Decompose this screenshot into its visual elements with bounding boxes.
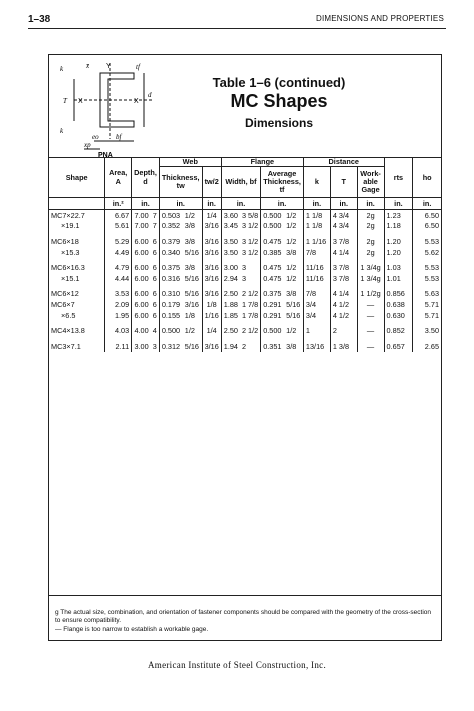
cell-area: 4.03	[105, 325, 132, 336]
cell-tw1: 0.340	[159, 247, 182, 258]
cell-bf2: 2 1/2	[241, 289, 259, 299]
xp-label: xp	[84, 141, 91, 149]
cell-tw1: 0.310	[159, 289, 182, 300]
unit-cell: in.²	[105, 198, 132, 210]
cell-shape: MC6×18	[51, 237, 79, 246]
k-label: k	[60, 65, 64, 73]
cell-tw_half: 3/16	[202, 221, 221, 232]
cell-ho: 5.71	[413, 310, 441, 321]
col-flange-thickness: Average Thickness, tf	[261, 167, 304, 198]
cell-bf2: 1 7/8	[241, 299, 259, 309]
cell-tf2: 1/2	[286, 263, 297, 273]
cell-area: 1.95	[105, 310, 132, 321]
cell-shape: ×15.3	[61, 247, 80, 257]
cell-T: 4 3/4	[330, 221, 357, 232]
cell-tw2: 3/8	[184, 263, 195, 273]
cell-tw_half: 3/16	[202, 236, 221, 247]
unit-cell: in.	[303, 198, 330, 210]
cell-d2: 6	[152, 247, 157, 257]
cell-shape: MC4×13.8	[51, 326, 85, 336]
cell-d2: 6	[152, 299, 157, 309]
cell-shape: MC3×7.1	[51, 341, 81, 351]
table-row	[49, 247, 441, 258]
cell-rts: 1.23	[384, 210, 413, 221]
unit-cell: in.	[413, 198, 441, 210]
cell-tf1: 0.385	[261, 247, 284, 258]
col-web-thickness: Thickness, tw	[159, 167, 202, 198]
cell-k: 1	[303, 325, 330, 336]
cell-tf2: 3/8	[286, 289, 297, 299]
cell-gage: 1 3/4g	[357, 273, 384, 284]
cell-rts: 0.657	[384, 341, 413, 352]
cell-tw2: 5/16	[184, 273, 199, 283]
channel-section-diagram	[54, 59, 174, 159]
cell-tf2: 5/16	[286, 299, 301, 309]
cell-area: 5.61	[105, 221, 132, 232]
cell-ho: 5.63	[413, 289, 441, 300]
col-shape: Shape	[49, 158, 105, 198]
cell-tw2: 5/16	[184, 247, 199, 257]
table-row	[49, 236, 441, 247]
cell-bf1: 2.50	[221, 325, 240, 336]
mc-shapes-table	[49, 157, 441, 352]
cell-rts: 1.03	[384, 262, 413, 273]
unit-cell: in.	[330, 198, 357, 210]
cell-tw1: 0.375	[159, 262, 182, 273]
cell-bf1: 3.50	[221, 236, 240, 247]
cell-tf2: 1/2	[286, 273, 297, 283]
cell-k: 7/8	[303, 247, 330, 258]
cell-bf2: 2 1/2	[241, 326, 259, 336]
cell-bf1: 2.94	[221, 273, 240, 284]
col-flange-width: Width, bf	[221, 167, 260, 198]
cell-d1: 6.00	[132, 299, 151, 310]
tf-label: tf	[136, 63, 140, 71]
cell-shape: ×6.5	[61, 310, 76, 320]
cell-tw_half: 3/16	[202, 247, 221, 258]
col-area: Area, A	[105, 158, 132, 198]
cell-d2: 6	[152, 273, 157, 283]
cell-tw_half: 3/16	[202, 273, 221, 284]
cell-bf1: 3.50	[221, 247, 240, 258]
section-title: DIMENSIONS AND PROPERTIES	[316, 14, 444, 23]
cell-k: 3/4	[303, 299, 330, 310]
col-T: T	[330, 167, 357, 198]
cell-bf2: 3 1/2	[241, 247, 259, 257]
cell-T: 3 7/8	[330, 236, 357, 247]
unit-cell	[49, 198, 105, 210]
cell-tf1: 0.500	[261, 210, 284, 221]
x-axis-label-right: X	[134, 98, 139, 105]
cell-gage: 1 1/2g	[357, 289, 384, 300]
cell-bf2: 3	[241, 273, 247, 283]
eo-label: eo	[92, 133, 99, 141]
cell-k: 7/8	[303, 289, 330, 300]
header-rule	[28, 28, 446, 29]
cell-T: 3 7/8	[330, 262, 357, 273]
cell-bf1: 3.60	[221, 210, 240, 221]
cell-area: 3.53	[105, 289, 132, 300]
cell-tf2: 1/2	[286, 210, 297, 220]
cell-tf2: 3/8	[286, 247, 297, 257]
cell-d1: 6.00	[132, 262, 151, 273]
cell-ho: 5.53	[413, 262, 441, 273]
cell-tw_half: 1/16	[202, 310, 221, 321]
cell-tw_half: 1/8	[202, 299, 221, 310]
cell-bf1: 3.00	[221, 262, 240, 273]
cell-shape: ×15.1	[61, 273, 80, 283]
cell-ho: 3.50	[413, 325, 441, 336]
cell-d1: 6.00	[132, 310, 151, 321]
note-g: g The actual size, combination, and orientation of fastener components should be compared with the geometry of the cross-section to ensure compatibility.	[55, 608, 432, 625]
cell-tw1: 0.379	[159, 236, 182, 247]
col-ho: ho	[413, 158, 441, 198]
cell-tf1: 0.351	[261, 341, 284, 352]
cell-T: 2	[330, 325, 357, 336]
cell-bf1: 1.88	[221, 299, 240, 310]
cell-d1: 6.00	[132, 236, 151, 247]
cell-tf1: 0.475	[261, 273, 284, 284]
cell-tf1: 0.375	[261, 289, 284, 300]
col-group-distance: Distance	[303, 158, 384, 167]
table-frame	[48, 54, 442, 641]
cell-shape: MC6×12	[51, 289, 79, 299]
cell-bf2: 2	[241, 341, 247, 351]
cell-T: 4 3/4	[330, 210, 357, 221]
cell-gage: 1 3/4g	[357, 262, 384, 273]
cell-tw_half: 1/4	[202, 210, 221, 221]
cell-tw2: 1/2	[184, 326, 195, 336]
cell-k: 13/16	[303, 341, 330, 352]
cell-rts: 1.20	[384, 236, 413, 247]
x-axis-label-left: X	[78, 98, 83, 105]
cell-d2: 7	[152, 221, 157, 231]
cell-bf2: 1 7/8	[241, 310, 259, 320]
cell-shape: ×19.1	[61, 221, 80, 231]
cell-d2: 6	[152, 263, 157, 273]
cell-bf1: 2.50	[221, 289, 240, 300]
cell-bf2: 3 1/2	[241, 221, 259, 231]
d-label: d	[148, 91, 152, 99]
unit-cell: in.	[384, 198, 413, 210]
cell-ho: 5.62	[413, 247, 441, 258]
cell-k: 1 1/8	[303, 210, 330, 221]
table-number: Table 1–6 (continued)	[212, 75, 346, 90]
cell-gage: 2g	[357, 236, 384, 247]
unit-cell: in.	[221, 198, 260, 210]
bf-label: bf	[116, 133, 122, 141]
cell-gage: —	[357, 325, 384, 336]
cell-tf1: 0.475	[261, 262, 284, 273]
unit-cell: in.	[202, 198, 221, 210]
unit-cell: in.	[357, 198, 384, 210]
cell-d1: 7.00	[132, 210, 151, 221]
cell-bf1: 3.45	[221, 221, 240, 232]
table-row	[49, 210, 441, 221]
table-title-block	[179, 75, 379, 130]
cell-tw2: 1/2	[184, 210, 195, 220]
cell-area: 2.09	[105, 299, 132, 310]
cell-tf1: 0.500	[261, 325, 284, 336]
cell-tw2: 3/16	[184, 299, 199, 309]
table-row	[49, 289, 441, 300]
cell-tf2: 5/16	[286, 310, 301, 320]
cell-area: 4.44	[105, 273, 132, 284]
col-tw-half: tw/2	[202, 167, 221, 198]
cell-T: 4 1/4	[330, 289, 357, 300]
cell-rts: 0.630	[384, 310, 413, 321]
cell-bf2: 3	[241, 263, 247, 273]
cell-ho: 6.50	[413, 210, 441, 221]
cell-ho: 5.71	[413, 299, 441, 310]
T-label: T	[63, 97, 67, 105]
cell-tw1: 0.316	[159, 273, 182, 284]
col-group-flange: Flange	[221, 158, 303, 167]
cell-d1: 4.00	[132, 325, 151, 336]
cell-gage: —	[357, 341, 384, 352]
cell-tf1: 0.500	[261, 221, 284, 232]
col-k: k	[303, 167, 330, 198]
cell-tw2: 5/16	[184, 341, 199, 351]
cell-tw2: 3/8	[184, 237, 195, 246]
notes-rule	[49, 595, 441, 596]
cell-gage: 2g	[357, 247, 384, 258]
cell-ho: 2.65	[413, 341, 441, 352]
cell-d2: 6	[152, 237, 157, 246]
pna-label: PNA	[98, 152, 113, 159]
note-dash: — Flange is too narrow to establish a workable gage.	[55, 625, 209, 633]
table-notes	[55, 609, 435, 634]
cell-shape: MC7×22.7	[51, 210, 85, 220]
cell-tw1: 0.155	[159, 310, 182, 321]
cell-d2: 4	[152, 326, 157, 336]
table-subtitle: Dimensions	[244, 116, 313, 130]
cell-rts: 1.18	[384, 221, 413, 232]
table-row	[49, 325, 441, 336]
cell-tw1: 0.352	[159, 221, 182, 232]
x-bar-label: x̄	[86, 62, 90, 70]
cell-bf2: 3 1/2	[241, 237, 259, 246]
cell-area: 5.29	[105, 236, 132, 247]
cell-shape: MC6×7	[51, 299, 75, 309]
cell-gage: 2g	[357, 210, 384, 221]
page-number: 1–38	[28, 14, 51, 25]
cell-d1: 6.00	[132, 247, 151, 258]
unit-cell: in.	[132, 198, 160, 210]
cell-d1: 7.00	[132, 221, 151, 232]
cell-bf2: 3 5/8	[241, 210, 259, 220]
cell-gage: 2g	[357, 221, 384, 232]
table-body	[49, 210, 441, 352]
cell-tw1: 0.179	[159, 299, 182, 310]
cell-tw_half: 3/16	[202, 289, 221, 300]
cell-area: 6.67	[105, 210, 132, 221]
cell-ho: 5.53	[413, 236, 441, 247]
col-group-web: Web	[159, 158, 221, 167]
cell-ho: 6.50	[413, 221, 441, 232]
cell-tw1: 0.312	[159, 341, 182, 352]
cell-tf2: 1/2	[286, 221, 297, 231]
cell-T: 4 1/2	[330, 299, 357, 310]
cell-tw2: 5/16	[184, 289, 199, 299]
cell-rts: 0.852	[384, 325, 413, 336]
cell-shape: MC6×16.3	[51, 263, 85, 273]
cell-tf1: 0.291	[261, 310, 284, 321]
cell-d2: 6	[152, 289, 157, 299]
cell-rts: 0.638	[384, 299, 413, 310]
cell-tw2: 1/8	[184, 310, 195, 320]
cell-d1: 6.00	[132, 289, 151, 300]
cell-d1: 3.00	[132, 341, 151, 352]
cell-k: 11/16	[303, 262, 330, 273]
cell-T: 4 1/4	[330, 247, 357, 258]
unit-cell: in.	[159, 198, 202, 210]
cell-area: 4.79	[105, 262, 132, 273]
cell-tw1: 0.500	[159, 325, 182, 336]
col-workable-gage: Work- able Gage	[357, 167, 384, 198]
cell-k: 1 1/16	[303, 236, 330, 247]
cell-bf1: 1.94	[221, 341, 240, 352]
table-row	[49, 310, 441, 321]
cell-tf2: 1/2	[286, 237, 297, 246]
table-row	[49, 262, 441, 273]
cell-d2: 6	[152, 310, 157, 320]
cell-k: 3/4	[303, 310, 330, 321]
cell-d2: 3	[152, 341, 157, 351]
cell-rts: 0.856	[384, 289, 413, 300]
cell-tf1: 0.291	[261, 299, 284, 310]
cell-k: 11/16	[303, 273, 330, 284]
cell-tf2: 1/2	[286, 326, 297, 336]
y-axis-label: Y	[106, 63, 111, 70]
cell-ho: 5.53	[413, 273, 441, 284]
table-row	[49, 221, 441, 232]
cell-rts: 1.01	[384, 273, 413, 284]
table-row	[49, 273, 441, 284]
cell-tf1: 0.475	[261, 236, 284, 247]
page-footer: American Institute of Steel Construction, Inc.	[147, 660, 326, 670]
cell-d2: 7	[152, 210, 157, 220]
cell-d1: 6.00	[132, 273, 151, 284]
table-row	[49, 341, 441, 352]
cell-bf1: 1.85	[221, 310, 240, 321]
table-title: MC Shapes	[230, 91, 328, 111]
cell-tw_half: 3/16	[202, 341, 221, 352]
cell-k: 1 1/8	[303, 221, 330, 232]
unit-cell: in.	[261, 198, 304, 210]
cell-area: 2.11	[105, 341, 132, 352]
cell-tw1: 0.503	[159, 210, 182, 221]
cell-T: 3 7/8	[330, 273, 357, 284]
cell-T: 4 1/2	[330, 310, 357, 321]
cell-area: 4.49	[105, 247, 132, 258]
cell-T: 1 3/8	[330, 341, 357, 352]
col-rts: rts	[384, 158, 413, 198]
cell-gage: —	[357, 299, 384, 310]
cell-tw2: 3/8	[184, 221, 195, 231]
table-row	[49, 299, 441, 310]
cell-tf2: 3/8	[286, 341, 297, 351]
cell-gage: —	[357, 310, 384, 321]
cell-tw_half: 3/16	[202, 262, 221, 273]
col-depth: Depth, d	[132, 158, 160, 198]
units-row	[49, 198, 441, 210]
k-label-bottom: k	[60, 127, 64, 135]
cell-tw_half: 1/4	[202, 325, 221, 336]
cell-rts: 1.20	[384, 247, 413, 258]
